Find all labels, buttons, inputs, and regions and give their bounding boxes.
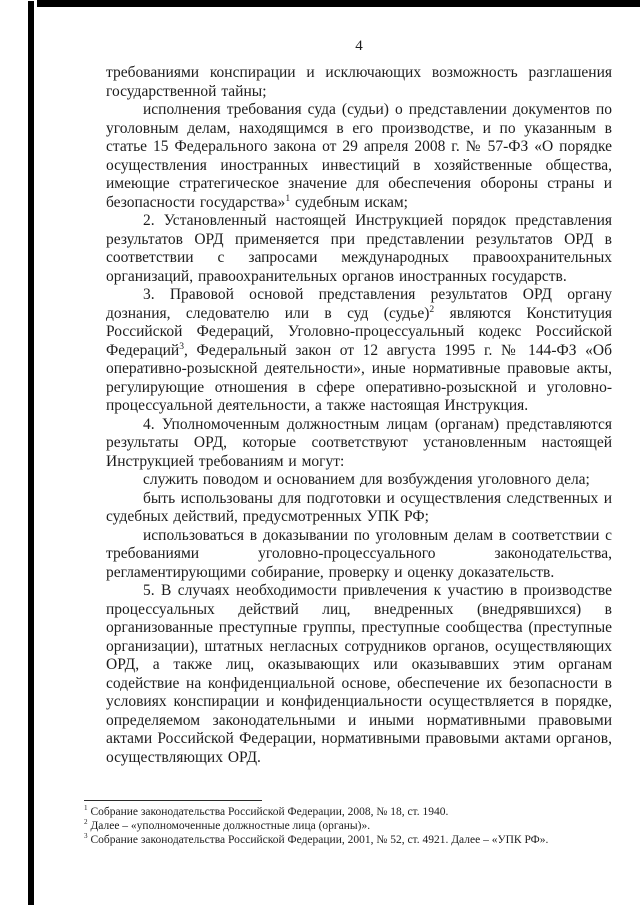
footnotes-section [84, 800, 609, 849]
footnote-marker: 1 [84, 804, 88, 813]
footnote: $^1$ Собрание законодательства Российской Федерации, 2008, № 18, ст. 1940. [84, 804, 449, 818]
scan-artifact-top-bar [37, 0, 640, 7]
footnote-marker: 3 [84, 832, 88, 841]
footnote-reference: 1 [285, 192, 291, 204]
paragraph: 5. В случаях необходимости привлечения к участию в производстве процессуальных действий лиц, внедренных (внедрявшихся) в организованные преступные группы, преступные сообщества (преступные организации), штатных негласных сотрудников органов, осуществляющих ОРД, а также лиц, оказывающих или оказывавших этим органам содействие на конфиденциальной основе, обеспечение их безопасности в условиях конспирации и конфиденциальности осуществляется в порядке, определяемом законодательными и иными нормативными правовыми актами Российской Федерации, нормативными правовыми актами органов, осуществляющих ОРД. [106, 582, 612, 766]
footnote-reference: 2 [429, 303, 435, 315]
footnote-list [84, 806, 609, 848]
paragraph: использоваться в доказывании по уголовным делам в соответствии с требованиями уголовно-процессуального законодательства, регламентирующими собирание, проверку и оценку доказательств. [106, 526, 612, 581]
paragraph: требованиями конспирации и исключающих возможность разглашения государственной тайны; [106, 64, 612, 100]
paragraph: 3. Правовой основой представления результатов ОРД органу дознания, следователю или в суд (судье)$^2$ являются Конституция Российской Федераций, Уголовно-процессуальный кодекс Российской Федераций$^3$, Федеральный закон от 12 августа 1995 г. № 144-ФЗ «Об оперативно-розыскной деятельности», иные нормативные правовые акты, регулирующие отношения в сфере оперативно-розыскной и уголовно-процессуальной деятельности, а также настоящая Инструкция. [106, 286, 612, 414]
footnote: $^3$ Собрание законодательства Российской Федерации, 2001, № 52, ст. 4921. Далее – «УПК РФ». [84, 832, 549, 847]
paragraph: служить поводом и основанием для возбуждения уголовного дела; [143, 471, 590, 488]
document-body [106, 64, 612, 767]
footnote: $^2$ Далее – «уполномоченные должностные лица (органы)». [84, 818, 371, 833]
footnote-reference: 3 [179, 340, 184, 352]
paragraph: 2. Установленный настоящей Инструкцией порядок представления результатов ОРД применяется при представлении результатов ОРД в соответствии с запросами международных правоохранительных организаций, правоохранительных органов иностранных государств. [106, 212, 612, 285]
footnote-separator [84, 800, 262, 801]
page-number: 4 [355, 38, 363, 54]
paragraph: исполнения требования суда (судьи) о представлении документов по уголовным делам, находящимся в его производстве, и по указанным в статье 15 Федерального закона от 29 апреля 2008 г. № 57-ФЗ «О порядке осуществления иностранных инвестиций в хозяйственные общества, имеющие стратегическое значение для обеспечения обороны страны и безопасности государства»$^1$ судебным искам; [106, 101, 612, 211]
footnote-marker: 2 [84, 818, 88, 827]
scan-artifact-left-bar [28, 1, 34, 905]
paragraph: быть использованы для подготовки и осуществления следственных и судебных действий, предусмотренных УПК РФ; [106, 489, 612, 525]
paragraph: 4. Уполномоченным должностным лицам (органам) представляются результаты ОРД, которые соответствуют установленным настоящей Инструкцией требованиям и могут: [106, 415, 612, 470]
